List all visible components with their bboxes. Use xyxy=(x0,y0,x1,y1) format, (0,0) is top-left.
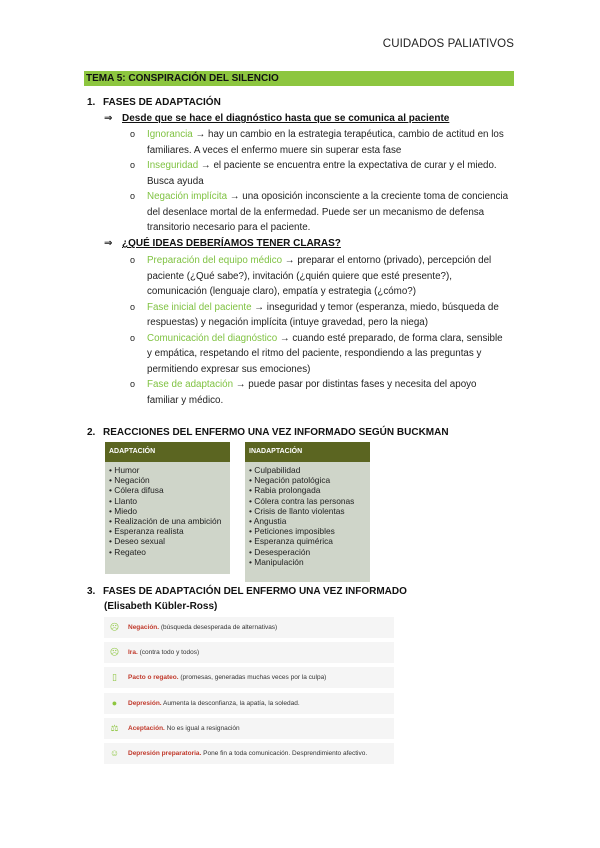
list-item: o Fase inicial del paciente → inseguridad y temor (esperanza, miedo, búsqueda de respuestas) y negación implícita (intuye gravedad, pero la niega) xyxy=(130,300,510,331)
list-item: • Crisis de llanto violentas xyxy=(249,506,366,516)
list-item: • Miedo xyxy=(109,506,226,516)
keyword: Negación implícita xyxy=(147,191,228,202)
list-item: o Inseguridad → el paciente se encuentra entre la expectativa de curar y el miedo. Busca ayuda xyxy=(130,158,510,189)
list-item: o Negación implícita → una oposición inconsciente a la creciente toma de conciencia del desenlace mortal de la enfermedad. Puede ser un mecanismo de defensa transitorio necesario para el paciente. xyxy=(130,189,510,236)
arrow-icon: ⇒ xyxy=(104,238,113,249)
section-3-subtitle: (Elisabeth Kübler-Ross) xyxy=(104,601,218,612)
list-item: • Esperanza quimérica xyxy=(249,536,366,546)
list-item: o Ignorancia → hay un cambio en la estrategia terapéutica, cambio de actitud en los familiares. A veces el enfermo muere sin superar esta fase xyxy=(130,127,510,158)
list-item: • Culpabilidad xyxy=(249,465,366,475)
phase-row xyxy=(104,617,394,638)
list-item: • Regateo xyxy=(109,547,226,557)
kubler-ross-phases xyxy=(104,617,394,768)
section-3-number: 3. xyxy=(87,586,96,597)
topic-title: TEMA 5: CONSPIRACIÓN DEL SILENCIO xyxy=(84,71,514,86)
list-item: • Cólera contra las personas xyxy=(249,496,366,506)
section-3-title xyxy=(87,586,407,597)
inadaptation-column xyxy=(245,442,370,582)
document-icon: ▯ xyxy=(112,672,117,683)
subsection-1-1-list xyxy=(130,127,510,236)
subsection-1-2-title xyxy=(104,238,341,249)
phase-description: (contra todo y todos) xyxy=(137,649,200,657)
inadaptation-list xyxy=(245,462,370,582)
inadaptation-header: INADAPTACIÓN xyxy=(245,442,370,462)
section-1-title xyxy=(87,97,221,108)
section-3-label: FASES DE ADAPTACIÓN DEL ENFERMO UNA VEZ INFORMADO xyxy=(103,586,407,597)
subsection-1-2-list xyxy=(130,253,510,408)
list-item: • Angustia xyxy=(249,516,366,526)
list-item: • Desesperación xyxy=(249,547,366,557)
subsection-1-1-label: Desde que se hace el diagnóstico hasta que se comunica al paciente xyxy=(122,113,450,124)
phase-description: (búsqueda desesperada de alternativas) xyxy=(159,624,278,631)
list-item: • Cólera difusa xyxy=(109,485,226,495)
list-item: • Realización de una ambición xyxy=(109,516,226,526)
phase-row xyxy=(104,642,394,663)
section-2-number: 2. xyxy=(87,427,96,438)
phase-name: Negación. xyxy=(128,624,160,631)
list-item: • Peticiones imposibles xyxy=(249,526,366,536)
phase-description: Aumenta la desconfianza, la apatía, la soledad. xyxy=(161,699,300,707)
smile-face-icon: ☺ xyxy=(109,747,120,758)
phase-row xyxy=(104,667,394,688)
list-item: • Deseo sexual xyxy=(109,536,226,546)
list-item: • Humor xyxy=(109,465,226,475)
sad-face-icon: ☹ xyxy=(109,622,120,632)
adaptation-list xyxy=(105,462,230,574)
phase-description: No es igual a resignación xyxy=(164,724,240,732)
section-1-number: 1. xyxy=(87,97,96,108)
list-item: • Llanto xyxy=(109,496,226,506)
list-item: • Manipulación xyxy=(249,557,366,567)
section-2-title xyxy=(87,427,449,438)
page-header: CUIDADOS PALIATIVOS xyxy=(382,38,514,50)
section-2-label: REACCIONES DEL ENFERMO UNA VEZ INFORMADO SEGÚN BUCKMAN xyxy=(103,427,449,438)
list-item: • Negación patológica xyxy=(249,475,366,485)
phase-name: Depresión. xyxy=(128,699,162,707)
list-item: • Negación xyxy=(109,475,226,485)
phase-row xyxy=(104,743,394,764)
subsection-1-1-title xyxy=(104,113,449,124)
keyword: Inseguridad xyxy=(147,160,199,171)
phase-row xyxy=(104,693,394,714)
keyword: Ignorancia xyxy=(147,129,193,140)
angry-face-icon: ☹ xyxy=(109,647,120,658)
circle-icon: ● xyxy=(111,697,118,708)
list-item: o Comunicación del diagnóstico → cuando esté preparado, de forma clara, sensible y empática, respetando el ritmo del paciente, respondiendo a las preguntas y permitiendo expresar sus emociones) xyxy=(130,331,510,378)
phase-row xyxy=(104,718,394,739)
phase-name: Depresión preparatoria. xyxy=(128,749,202,757)
keyword: Preparación del equipo médico xyxy=(147,255,283,266)
list-item: • Esperanza realista xyxy=(109,526,226,536)
keyword: Fase inicial del paciente xyxy=(147,301,252,313)
subsection-1-2-label: ¿QUÉ IDEAS DEBERÍAMOS TENER CLARAS? xyxy=(122,238,341,249)
keyword: Comunicación del diagnóstico xyxy=(147,332,278,344)
adaptation-column xyxy=(105,442,230,574)
scale-icon: ⚖ xyxy=(110,722,119,733)
phase-description: (promesas, generadas muchas veces por la culpa) xyxy=(178,674,327,682)
adaptation-header: ADAPTACIÓN xyxy=(105,442,230,462)
list-item: o Fase de adaptación → puede pasar por distintas fases y necesita del apoyo familiar y médico. xyxy=(130,377,510,408)
section-1-label: FASES DE ADAPTACIÓN xyxy=(103,97,221,108)
phase-description: Pone fin a toda comunicación. Desprendimiento afectivo. xyxy=(201,749,368,757)
buckman-reactions-graphic xyxy=(105,442,370,582)
phase-name: Ira. xyxy=(128,649,138,657)
phase-name: Aceptación. xyxy=(128,724,165,732)
list-item: o Preparación del equipo médico → preparar el entorno (privado), percepción del paciente (¿Qué sabe?), invitación (¿quién quiere que esté presente?), comunicación (lenguaje claro), empatía y estrategia (¿cómo?) xyxy=(130,253,510,300)
arrow-icon: ⇒ xyxy=(104,113,113,124)
keyword: Fase de adaptación xyxy=(147,379,234,390)
list-item: • Rabia prolongada xyxy=(249,485,366,495)
phase-name: Pacto o regateo. xyxy=(128,674,179,682)
